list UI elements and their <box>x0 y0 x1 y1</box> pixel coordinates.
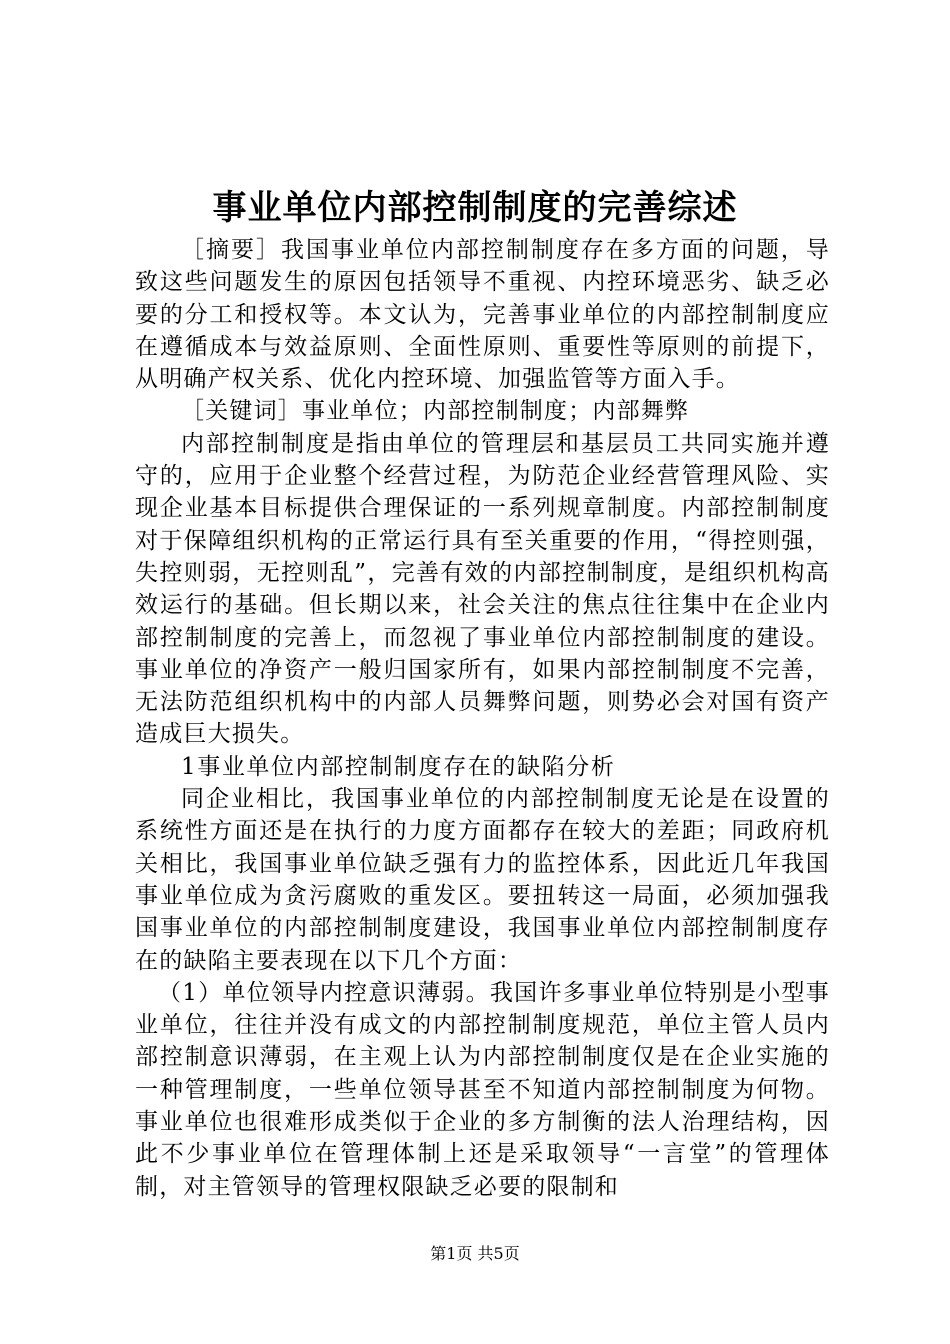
body-paragraph: 同企业相比，我国事业单位的内部控制制度无论是在设置的系统性方面还是在执行的力度方面都存在较大的差距；同政府机关相比，我国事业单位缺乏强有力的监控体系，因此近几年我国事业单位成为贪污腐败的重发区。要扭转这一局面，必须加强我国事业单位的内部控制制度建设，我国事业单位内部控制制度存在的缺陷主要表现在以下几个方面： <box>135 786 830 974</box>
list-item-paragraph: （1）单位领导内控意识薄弱。我国许多事业单位特别是小型事业单位，往往并没有成文的内部控制制度规范，单位主管人员内部控制意识薄弱，在主观上认为内部控制制度仅是在企业实施的一种管理制度，一些单位领导甚至不知道内部控制制度为何物。事业单位也很难形成类似于企业的多方制衡的法人治理结构，因此不少事业单位在管理体制上还是采取领导“一言堂”的管理体制，对主管领导的管理权限缺乏必要的限制和 <box>135 979 830 1200</box>
body-paragraph: 内部控制制度是指由单位的管理层和基层员工共同实施并遵守的，应用于企业整个经营过程，为防范企业经营管理风险、实现企业基本目标提供合理保证的一系列规章制度。内部控制制度对于保障组织机构的正常运行具有至关重要的作用，“得控则强，失控则弱，无控则乱”，完善有效的内部控制制度，是组织机构高效运行的基础。但长期以来，社会关注的焦点往往集中在企业内部控制制度的完善上，而忽视了事业单位内部控制制度的建设。事业单位的净资产一般归国家所有，如果内部控制制度不完善，无法防范组织机构中的内部人员舞弊问题，则势必会对国有资产造成巨大损失。 <box>135 430 830 748</box>
document-title: 事业单位内部控制制度的完善综述 <box>212 188 738 228</box>
document-body <box>135 234 830 1203</box>
section-heading: 1事业单位内部控制制度存在的缺陷分析 <box>181 753 616 780</box>
page-footer: 第1页 共5页 <box>430 1244 520 1263</box>
keywords-paragraph: ［关键词］事业单位；内部控制制度；内部舞弊 <box>181 398 690 425</box>
abstract-paragraph: ［摘要］我国事业单位内部控制制度存在多方面的问题，导致这些问题发生的原因包括领导不重视、内控环境恶劣、缺乏必要的分工和授权等。本文认为，完善事业单位的内部控制制度应在遵循成本与效益原则、全面性原则、重要性等原则的前提下，从明确产权关系、优化内控环境、加强监管等方面入手。 <box>135 237 830 393</box>
